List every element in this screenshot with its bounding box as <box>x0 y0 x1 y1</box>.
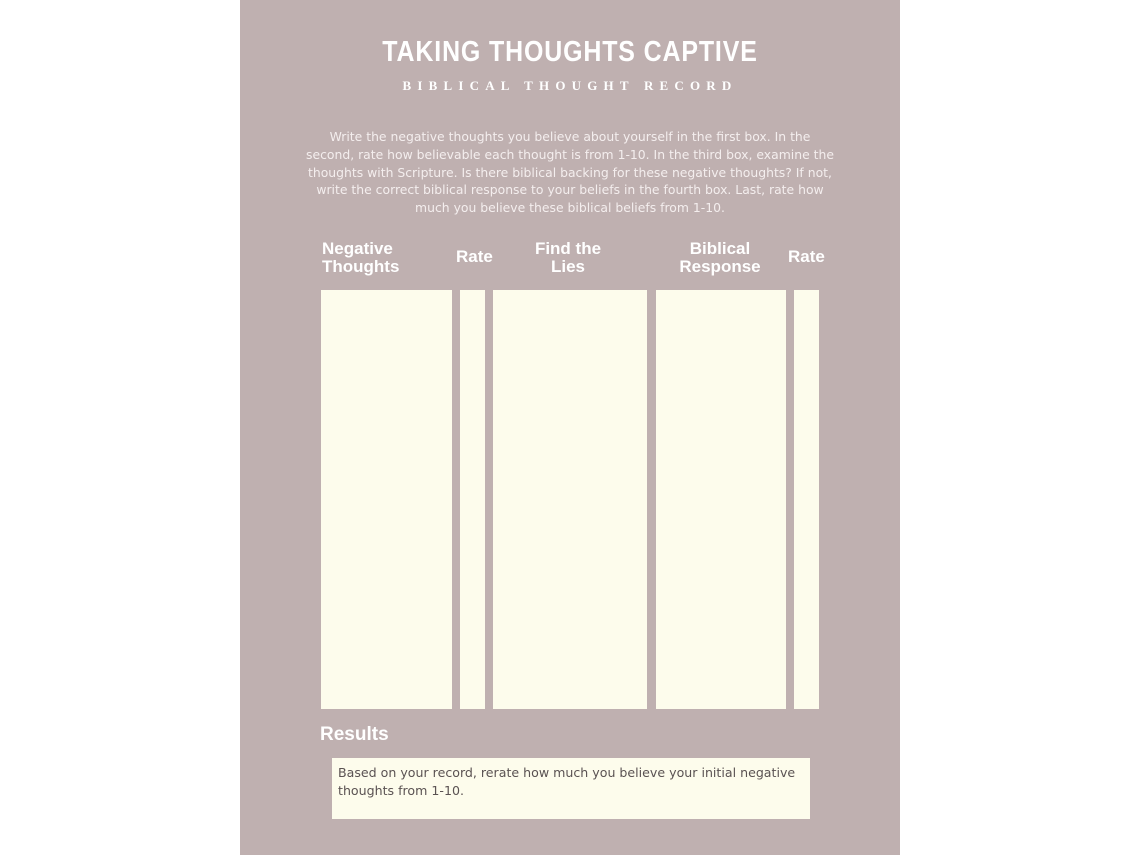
worksheet-page <box>240 0 900 855</box>
rate-initial-box[interactable] <box>460 290 485 709</box>
page-title: TAKING THOUGHTS CAPTIVE <box>382 36 758 68</box>
negative-thoughts-box[interactable] <box>321 290 452 709</box>
rate-final-box[interactable] <box>794 290 819 709</box>
column-header-negative-thoughts: Negative Thoughts <box>322 239 400 276</box>
results-text: Based on your record, rerate how much you believe your initial negative thoughts from 1-10. <box>338 765 796 798</box>
find-the-lies-box[interactable] <box>493 290 647 709</box>
results-heading: Results <box>320 724 389 745</box>
results-box[interactable] <box>332 758 810 819</box>
biblical-response-box[interactable] <box>656 290 786 709</box>
column-header-rate-initial: Rate <box>456 247 493 266</box>
column-header-find-the-lies: Find the Lies <box>534 239 602 276</box>
column-header-biblical-response: Biblical Response <box>679 239 761 276</box>
page-subtitle: BIBLICAL THOUGHT RECORD <box>402 78 738 93</box>
instructions-text: Write the negative thoughts you believe about yourself in the first box. In the second, rate how believable each thought is from 1-10. In the third box, examine the thoughts with Scripture. Is there biblical backing for these negative thoughts? If not, write the correct biblical response to your beliefs in the fourth box. Last, rate how much you believe these biblical beliefs from 1-10. <box>306 129 834 216</box>
column-header-rate-final: Rate <box>788 247 825 266</box>
